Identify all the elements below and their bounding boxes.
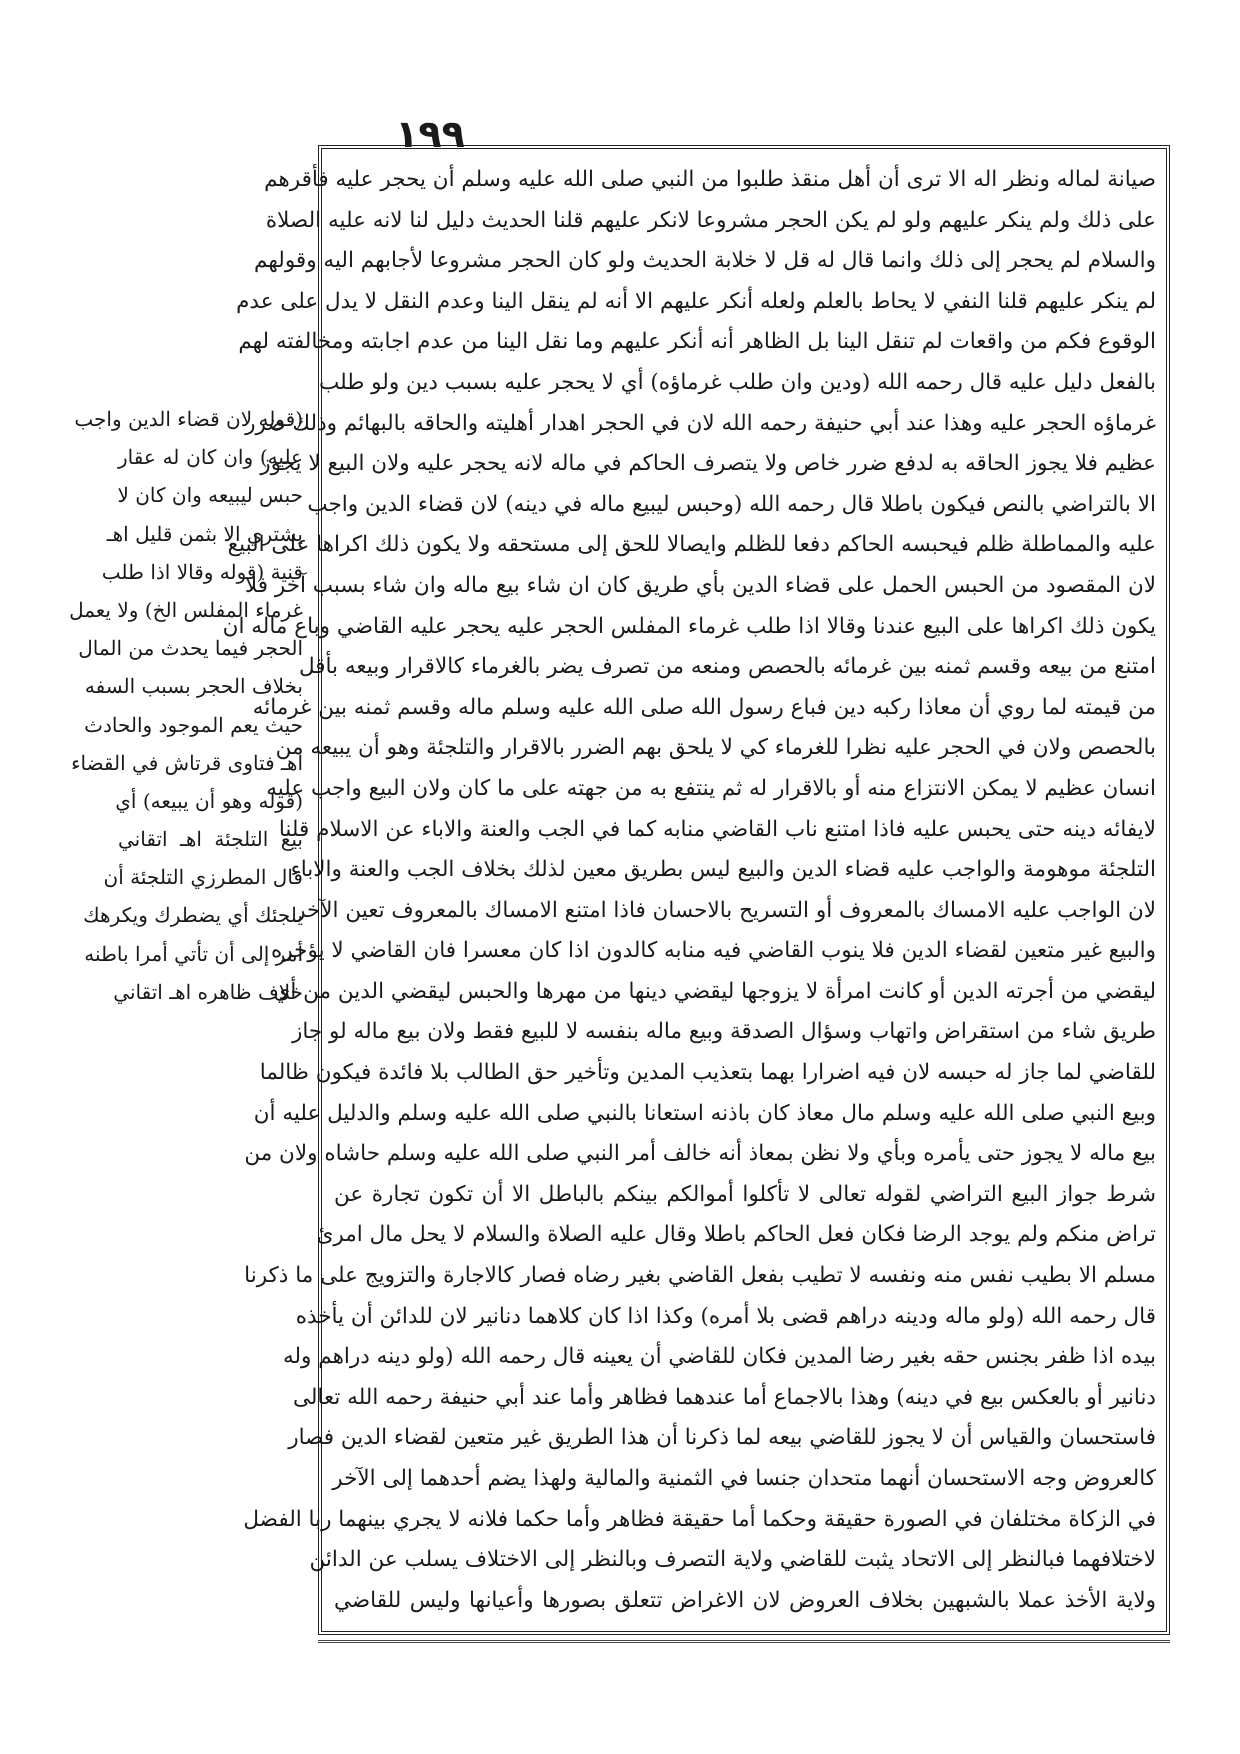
- margin-note-line: خلاف ظاهره اهـ اتقاني: [113, 979, 303, 1004]
- main-text-line: عظيم فلا يجوز الحاقه به لدفع ضرر خاص ولا يتصرف الحاكم في ماله لانه يحجر عليه ولان البيع لا يجوز: [260, 451, 1156, 477]
- margin-note-line: غرماء المفلس الخ) ولا يعمل: [69, 597, 303, 622]
- main-text-line: الوقوع فكم من واقعات لم تنقل الينا بل الظاهر أنه أنكر عليهم وما نقل الينا من عدم اجابته ومخالفته لهم: [238, 329, 1156, 355]
- margin-note-line: بيع التلجئة اهـ اتقاني: [118, 827, 303, 852]
- bottom-rule: [318, 1640, 1170, 1643]
- main-text-line: الا بالتراضي بالنص فيكون باطلا قال رحمه الله (وحبس ليبيع ماله في دينه) لان قضاء الدين واجب: [307, 491, 1156, 517]
- main-text-line: لايفائه دينه حتى يحبس عليه فاذا امتنع ناب القاضي منابه كما في الجب والعنة والاباء عن الاسلام قلنا: [278, 816, 1156, 842]
- main-text-line: بيع ماله لا يجوز حتى يأمره وبأي ولا نظن بمعاذ أنه خالف أمر النبي صلى الله عليه وسلم حاشاه ولان من: [244, 1141, 1156, 1167]
- main-text-line: يكون ذلك اكراها على البيع عندنا وقالا اذا طلب غرماء المفلس الحجر عليه يحجر عليه القاضي وباع ماله ان: [222, 613, 1156, 639]
- main-text-line: صيانة لماله ونظر اله الا ترى أن أهل منقذ طلبوا من النبي صلى الله عليه وسلم أن يحجر عليه فأقرهم: [264, 167, 1156, 192]
- main-text-line: بالحصص ولان في الحجر عليه نظرا للغرماء كي لا يلحق بهم الضرر بالاقرار والتلجئة وهو أن يبيعه من: [275, 735, 1156, 761]
- margin-note-line: عليه) وان كان له عقار: [118, 445, 303, 470]
- margin-note-line: (قوله وهو أن يبيعه) أي: [115, 788, 303, 813]
- main-text-body: [222, 160, 1156, 1620]
- margin-note-line: اهـ فتاوى قرتاش في القضاء: [71, 750, 303, 775]
- main-text-line: بالفعل دليل عليه قال رحمه الله (ودين وان طلب غرماؤه) أي لا يحجر عليه بسبب دين ولو طلب: [319, 369, 1156, 395]
- main-text-line: ليقضي من أجرته الدين أو كانت امرأة لا يزوجها ليقضي دينها من مهرها والحبس ليقضي الدين من أي: [273, 978, 1156, 1004]
- page-number: ١٩٩: [395, 112, 465, 156]
- margin-note-line: يشتري الا بثمن قليل اهـ: [106, 521, 303, 546]
- margin-note-line: الحجر فيما يحدث من المال: [78, 636, 303, 661]
- main-text-line: التلجئة موهومة والواجب عليه قضاء الدين والبيع ليس بطريق معين لذلك بخلاف الجب والعنة والاباء: [290, 857, 1156, 883]
- margin-note-line: حيث يعم الموجود والحادث: [84, 712, 303, 737]
- main-text-line: من قيمته لما روي أن معاذا ركبه دين فباع رسول الله صلى الله عليه وسلم ماله وقسم ثمنه بين غرمائه: [252, 694, 1156, 720]
- margin-note-line: يلجئك أي يضطرك ويكرهك: [83, 903, 303, 928]
- main-text-line: والبيع غير متعين لقضاء الدين فلا ينوب القاضي فيه منابه كالدون اذا كان معسرا فان القاضي لا يؤجره: [271, 938, 1156, 964]
- main-text-line: لان المقصود من الحبس الحمل على قضاء الدين بأي طريق كان ان شاء بيع ماله وان شاء بسبب آخر فلا: [244, 572, 1156, 598]
- main-text-line: انسان عظيم لا يمكن الانتزاع منه أو بالاقرار له ثم ينتفع به من جهته على ما كان ولان البيع واجب عليه: [266, 775, 1156, 801]
- main-text-line: قال رحمه الله (ولو ماله ودينه دراهم قضى بلا أمره) وكذا اذا كان كلاهما دنانير لان للدائن أن يأخذه: [295, 1303, 1156, 1329]
- main-text-line: للقاضي لما جاز له حبسه لان فيه اضرارا بهما بتعذيب المدين وتأخير حق الطالب بلا فائدة فيكون ظالما: [259, 1060, 1156, 1086]
- main-text-line: لان الواجب عليه الامساك بالمعروف أو التسريح بالاحسان فاذا امتنع الامساك بالمعروف تعين الآخر: [295, 897, 1156, 923]
- main-text-line: مسلم الا بطيب نفس منه ونفسه لا تطيب بفعل القاضي بغير رضاه فصار كالاجارة والتزويج على ما ذكرنا: [244, 1263, 1156, 1289]
- main-text-line: دنانير أو بالعكس بيع في دينه) وهذا بالاجماع أما عندهما فظاهر وأما عند أبي حنيفة رحمه الله تعالى: [292, 1384, 1156, 1410]
- margin-commentary: [69, 400, 303, 1011]
- main-text-line: وبيع النبي صلى الله عليه وسلم مال معاذ كان باذنه استعانا بالنبي صلى الله عليه وسلم والدليل عليه أن: [253, 1100, 1156, 1126]
- main-text-line: غرماؤه الحجر عليه وهذا عند أبي حنيفة رحمه الله لان في الحجر اهدار أهليته والحاقه بالبهائم وذلك ضرر: [245, 410, 1156, 436]
- margin-note-line: قال المطرزي التلجئة أن: [103, 865, 303, 890]
- main-text-line: كالعروض وجه الاستحسان أنهما متحدان جنسا في الثمنية والمالية ولهذا يضم أحدهما إلى الآخر: [332, 1466, 1156, 1491]
- main-text-line: لاختلافهما فبالنظر إلى الاتحاد يثبت للقاضي ولاية التصرف وبالنظر إلى الاختلاف يسلب عن الدائن: [309, 1547, 1156, 1573]
- margin-note-line: حبس ليبيعه وان كان لا: [117, 483, 303, 508]
- margin-note-line: (قوله لان قضاء الدين واجب: [74, 407, 303, 431]
- main-text-line: بيده اذا ظفر بجنس حقه بغير رضا المدين فكان للقاضي أن يعينه قال رحمه الله (ولو دينه دراهم وله: [282, 1344, 1156, 1370]
- main-text-line: ولاية الأخذ عملا بالشبهين بخلاف العروض لان الاغراض تتعلق بصورها وأعيانها وليس للقاضي: [334, 1587, 1156, 1613]
- margin-note-line: قنية (قوله وقالا اذا طلب: [101, 559, 303, 584]
- main-text-line: امتنع من بيعه وقسم ثمنه بين غرمائه بالحصص ومنعه من تصرف يضر بالغرماء كالاقرار وبيعه بأقل: [298, 654, 1156, 680]
- main-text-line: تراض منكم ولم يوجد الرضا فكان فعل الحاكم باطلا وقال عليه الصلاة والسلام لا يحل مال امرئ: [316, 1222, 1156, 1248]
- main-text-line: طريق شاء من استقراض واتهاب وسؤال الصدقة وبيع ماله بنفسه لا للبيع فقط ولان بيع ماله لو جاز: [292, 1019, 1156, 1045]
- main-text-line: على ذلك ولم ينكر عليهم ولو لم يكن الحجر مشروعا لانكر عليهم قلنا الحديث دليل لنا لانه عليه الصلاة: [265, 207, 1156, 233]
- main-text-line: والسلام لم يحجر إلى ذلك وانما قال له قل لا خلابة الحديث ولو كان الحجر مشروعا لأجابهم اليه وقولهم: [254, 248, 1156, 274]
- main-text-line: لم ينكر عليهم قلنا النفي لا يحاط بالعلم ولعله أنكر عليهم الا أنه لم ينقل الينا وعدم النقل لا يدل على عدم: [236, 288, 1156, 314]
- margin-note-line: بخلاف الحجر بسبب السفه: [84, 674, 303, 699]
- margin-note-line: أمر إلى أن تأتي أمرا باطنه: [84, 941, 303, 966]
- main-text-line: شرط جواز البيع التراضي لقوله تعالى لا تأكلوا أموالكم بينكم بالباطل الا أن تكون تجارة عن: [334, 1181, 1156, 1207]
- main-text-line: فاستحسان والقياس أن لا يجوز للقاضي بيعه لما ذكرنا أن هذا الطريق غير متعين لقضاء الدين فصار: [288, 1425, 1156, 1451]
- main-text-line: عليه والمماطلة ظلم فيحبسه الحاكم دفعا للظلم وايصالا للحق إلى مستحقه ولا يكون ذلك اكراها على البيع: [227, 532, 1156, 558]
- main-text-line: في الزكاة مختلفان في الصورة حقيقة وحكما أما حقيقة فظاهر وأما حكما فلانه لا يجري بينهما ربا الفضل: [243, 1506, 1156, 1532]
